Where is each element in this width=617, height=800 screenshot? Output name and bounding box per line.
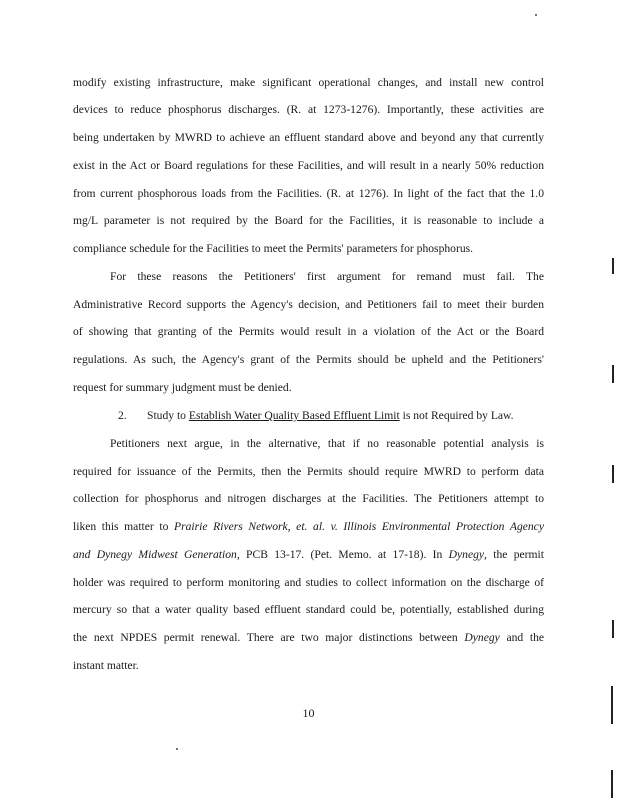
body-text-line <box>73 520 544 534</box>
margin-mark <box>611 686 613 724</box>
scan-speck <box>176 748 178 750</box>
text-span: liken this matter to <box>73 520 175 533</box>
heading-suffix: is not Required by Law. <box>399 409 514 422</box>
margin-mark <box>612 365 614 383</box>
body-text-line: compliance schedule for the Facilities to meet the Permits' parameters for phosphorus. <box>73 242 474 255</box>
body-text-line: devices to reduce phosphorus discharges. (R. at 1273-1276). Importantly, these activities are <box>73 103 544 116</box>
body-text-line: being undertaken by MWRD to achieve an effluent standard above and beyond any that currently <box>73 131 544 144</box>
page-number: 10 <box>302 706 315 720</box>
body-text-line: required for issuance of the Permits, then the Permits should require MWRD to perform data <box>73 465 544 478</box>
body-text-line: modify existing infrastructure, make significant operational changes, and install new control <box>73 76 544 89</box>
margin-mark <box>612 465 614 483</box>
body-text-line: request for summary judgment must be denied. <box>73 381 292 394</box>
case-citation: and Dynegy Midwest Generation <box>73 548 237 561</box>
body-text-line: exist in the Act or Board regulations for these Facilities, and will result in a nearly 50% reduction <box>73 159 544 172</box>
heading-underlined: Establish Water Quality Based Effluent Limit <box>188 409 400 422</box>
text-span: , PCB 13-17. (Pet. Memo. at 17-18). In <box>236 548 449 561</box>
body-text-line: collection for phosphorus and nitrogen discharges at the Facilities. The Petitioners attempt to <box>73 492 544 505</box>
text-span: and the <box>499 631 545 644</box>
body-text-line <box>73 631 544 645</box>
body-text-line: from current phosphorous loads from the Facilities. (R. at 1276). In light of the fact that the 1.0 <box>73 187 544 200</box>
body-text-line: mg/L parameter is not required by the Board for the Facilities, it is reasonable to include a <box>73 214 544 227</box>
case-name: Dynegy <box>448 548 485 561</box>
text-span: , the permit <box>484 548 544 561</box>
scan-speck <box>535 14 537 16</box>
body-text-line: regulations. As such, the Agency's grant of the Permits should be upheld and the Petitioners' <box>73 353 544 366</box>
case-citation: Prairie Rivers Network, et. al. v. Illinois Environmental Protection Agency <box>174 520 544 533</box>
body-text-line: holder was required to perform monitoring and studies to collect information on the discharge of <box>73 576 544 589</box>
text-span: the next NPDES permit renewal. There are two major distinctions between <box>73 631 465 644</box>
body-text-line: instant matter. <box>73 659 139 672</box>
margin-mark <box>611 770 613 798</box>
body-text-line: mercury so that a water quality based effluent standard could be, potentially, established during <box>73 603 544 616</box>
section-number: 2. <box>118 409 127 422</box>
body-text-line <box>73 548 544 562</box>
body-text-line: Administrative Record supports the Agency's decision, and Petitioners fail to meet their burden <box>73 298 544 311</box>
margin-mark <box>612 620 614 638</box>
section-heading <box>147 409 547 423</box>
margin-mark <box>612 258 614 274</box>
body-text-line: For these reasons the Petitioners' first argument for remand must fail. The <box>110 270 544 283</box>
heading-prefix: Study to <box>147 409 189 422</box>
body-text-line: Petitioners next argue, in the alternative, that if no reasonable potential analysis is <box>110 437 544 450</box>
case-name: Dynegy <box>464 631 500 644</box>
body-text-line: of showing that granting of the Permits would result in a violation of the Act or the Board <box>73 325 544 338</box>
